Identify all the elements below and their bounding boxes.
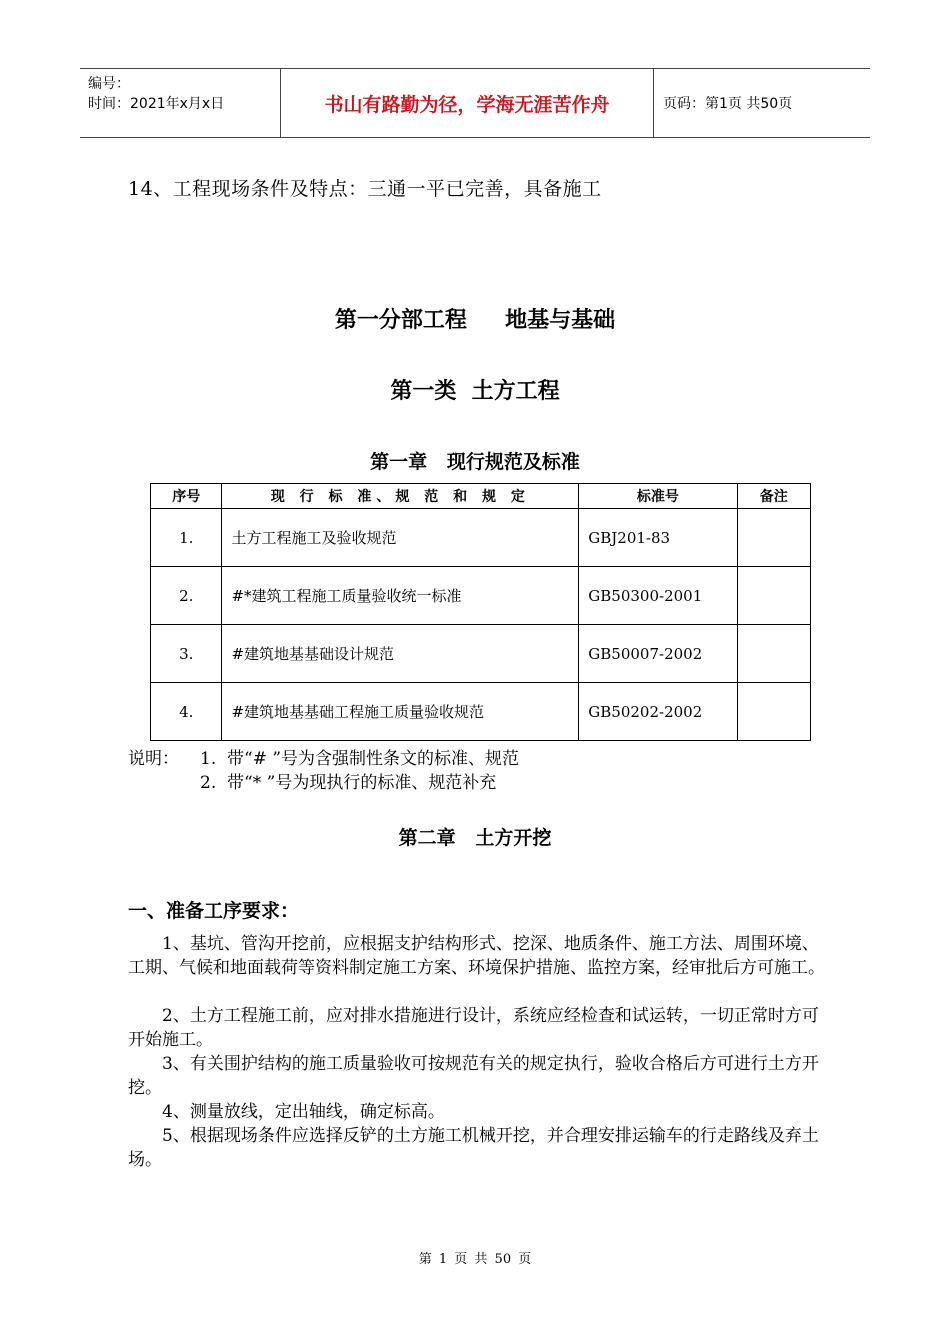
header-note: 备注: [737, 484, 810, 509]
page-header: [80, 68, 870, 138]
row-code: GB50300-2001: [579, 567, 737, 625]
header-no: 序号: [151, 484, 222, 509]
number-label: 编号：: [88, 76, 130, 92]
row-no: 3.: [151, 625, 222, 683]
row-name: #*建筑工程施工质量验收统一标准: [222, 567, 579, 625]
paragraph-1: 1、基坑、管沟开挖前，应根据支护结构形式、挖深、地质条件、施工方法、周围环境、工期、气候和地面载荷等资料制定施工方案、环境保护措施、监控方案，经审批后方可施工。: [128, 934, 825, 978]
row-name: #建筑地基基础设计规范: [222, 625, 579, 683]
row-no: 1.: [151, 509, 222, 567]
table-row: [151, 509, 811, 567]
page-footer: 第 1 页 共 50 页: [418, 1252, 532, 1267]
row-no: 4.: [151, 683, 222, 741]
class-title: 第一类 土方工程: [390, 379, 560, 404]
row-note: [737, 567, 810, 625]
chapter2-title: 第二章 土方开挖: [398, 827, 552, 849]
paragraph-3: 3、有关围护结构的施工质量验收可按规范有关的规定执行，验收合格后方可进行土方开挖。: [128, 1054, 819, 1098]
part-title: 第一分部工程 地基与基础: [334, 308, 616, 333]
row-note: [737, 509, 810, 567]
row-name: 土方工程施工及验收规范: [222, 509, 579, 567]
standards-table: [150, 483, 811, 741]
table-row: [151, 683, 811, 741]
table-row: [151, 567, 811, 625]
paragraph-5: 5、根据现场条件应选择反铲的土方施工机械开挖，并合理安排运输车的行走路线及弃土场。: [128, 1126, 819, 1170]
row-no: 2.: [151, 567, 222, 625]
header-left-cell: [80, 69, 280, 137]
note-item-1: 1. 带“# ”号为含强制性条文的标准、规范: [200, 749, 520, 769]
table-header-row: [151, 484, 811, 509]
motto: 书山有路勤为径，学海无涯苦作舟: [280, 69, 654, 137]
intro-line: 14、工程现场条件及特点：三通一平已完善，具备施工: [128, 178, 602, 200]
paragraph-2: 2、土方工程施工前，应对排水措施进行设计，系统应经检查和试运转，一切正常时方可开始施工。: [128, 1006, 819, 1050]
date-label: 时间：2021年x月x日: [88, 96, 225, 112]
row-note: [737, 625, 810, 683]
table-row: [151, 625, 811, 683]
notes-label: 说明：: [128, 749, 179, 769]
header-code: 标准号: [579, 484, 737, 509]
row-note: [737, 683, 810, 741]
header-name: 现 行 标 准、规 范 和 规 定: [222, 484, 579, 509]
paragraph-4: 4、测量放线，定出轴线，确定标高。: [162, 1102, 445, 1122]
chapter1-title: 第一章 现行规范及标准: [370, 451, 580, 473]
row-code: GBJ201-83: [579, 509, 737, 567]
page-info: 页码：第1页 共50页: [663, 96, 793, 112]
row-code: GB50202-2002: [579, 683, 737, 741]
section1-title: 一、准备工序要求：: [128, 900, 300, 922]
row-name: #建筑地基基础工程施工质量验收规范: [222, 683, 579, 741]
row-code: GB50007-2002: [579, 625, 737, 683]
note-item-2: 2. 带“* ”号为现执行的标准、规范补充: [200, 773, 497, 793]
